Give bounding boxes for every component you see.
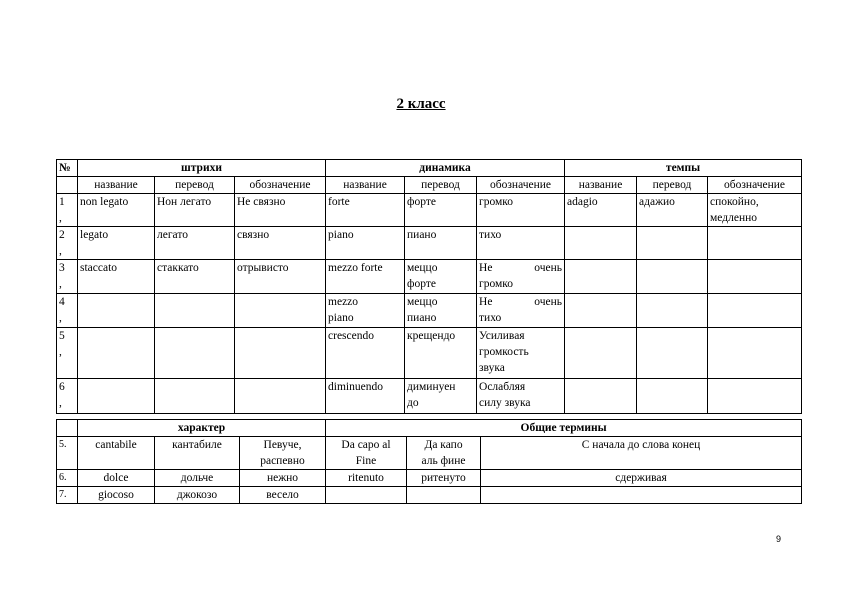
table-cell: mezzo piano [326,294,405,328]
table-cell: весело [240,487,326,504]
table-row [57,294,802,328]
subheader-cell: перевод [637,177,708,194]
table-cell: стаккато [155,260,235,294]
table-cell: piano [326,227,405,260]
table-cell: диминуен до [405,379,477,414]
row-number: 3 , [57,260,78,294]
table-cell: non legato [78,194,155,227]
table-cell: крещендо [405,328,477,379]
table-cell: сдерживая [481,470,802,487]
group-header-tempos: темпы [565,160,802,177]
subheader-cell: обозначение [477,177,565,194]
table-row [57,470,802,487]
table-cell: Нон легато [155,194,235,227]
group-header-strokes: штрихи [78,160,326,177]
table-cell [565,260,637,294]
terms-table [56,419,802,504]
table-row [57,328,802,379]
table-cell: дольче [155,470,240,487]
table-cell [78,379,155,414]
table-cell [235,379,326,414]
table-cell [235,328,326,379]
table-cell: forte [326,194,405,227]
table-cell [708,328,802,379]
subheader-cell: перевод [405,177,477,194]
table-cell [481,487,802,504]
table-cell: джокозо [155,487,240,504]
table-cell [565,328,637,379]
main-table [56,159,802,414]
table-cell [637,294,708,328]
table-cell: mezzo forte [326,260,405,294]
table-cell: тихо [477,227,565,260]
table-row [57,437,802,470]
subheader-cell: перевод [155,177,235,194]
table-cell: Усиливая громкость звука [477,328,565,379]
table-cell: Да капо аль фине [407,437,481,470]
table-cell [637,227,708,260]
table-cell [708,227,802,260]
table-cell: связно [235,227,326,260]
table-cell: staccato [78,260,155,294]
table-row [57,260,802,294]
table-row [57,194,802,227]
table-cell: форте [405,194,477,227]
table-cell: Не очень громко [477,260,565,294]
table-cell: cantabile [78,437,155,470]
table-cell: отрывисто [235,260,326,294]
table-cell [78,328,155,379]
table-cell: crescendo [326,328,405,379]
header-general-terms: Общие термины [326,420,802,437]
table-cell [565,227,637,260]
table-cell: dolce [78,470,155,487]
table-cell [708,379,802,414]
table-cell: громко [477,194,565,227]
header-character: характер [78,420,326,437]
table-cell [637,260,708,294]
subheader-cell: название [78,177,155,194]
table-cell [326,487,407,504]
table-cell [155,294,235,328]
table-cell [708,294,802,328]
table-cell: giocoso [78,487,155,504]
table-cell: меццо пиано [405,294,477,328]
subheader-cell: обозначение [235,177,326,194]
table-cell: diminuendo [326,379,405,414]
empty-cell [57,177,78,194]
row-number: 1 , [57,194,78,227]
table-cell: адажио [637,194,708,227]
subheader-row [57,177,802,194]
table-cell [155,328,235,379]
table-cell [637,328,708,379]
table-cell: С начала до слова конец [481,437,802,470]
table-row [57,227,802,260]
page-title: 2 класс [396,96,446,112]
row-number: 7. [57,487,78,504]
table-cell [78,294,155,328]
table-cell [565,294,637,328]
table-cell [637,379,708,414]
table-cell: ритенуто [407,470,481,487]
table-cell [235,294,326,328]
no-header: № [57,160,78,177]
table-cell: adagio [565,194,637,227]
table-cell: ritenuto [326,470,407,487]
table-cell [407,487,481,504]
page-number: 9 [776,534,782,544]
group-header-dynamics: динамика [326,160,565,177]
row-number: 4 , [57,294,78,328]
table-cell: Ослабляя силу звука [477,379,565,414]
table-cell: Певуче, распевно [240,437,326,470]
empty-cell [57,420,78,437]
table-cell: Da capo al Fine [326,437,407,470]
table-cell: пиано [405,227,477,260]
table-cell [565,379,637,414]
row-number: 6 , [57,379,78,414]
table-cell: Не связно [235,194,326,227]
table-cell [708,260,802,294]
row-number: 5. [57,437,78,470]
row-number: 5 , [57,328,78,379]
table-cell: кантабиле [155,437,240,470]
table-row [57,487,802,504]
table-row [57,379,802,414]
row-number: 6. [57,470,78,487]
table-cell: legato [78,227,155,260]
table-cell: легато [155,227,235,260]
subheader-cell: название [565,177,637,194]
subheader-cell: название [326,177,405,194]
table-cell: нежно [240,470,326,487]
table-cell: меццо форте [405,260,477,294]
table-cell: спокойно, медленно [708,194,802,227]
subheader-cell: обозначение [708,177,802,194]
table-cell: Не очень тихо [477,294,565,328]
row-number: 2 , [57,227,78,260]
table-cell [155,379,235,414]
